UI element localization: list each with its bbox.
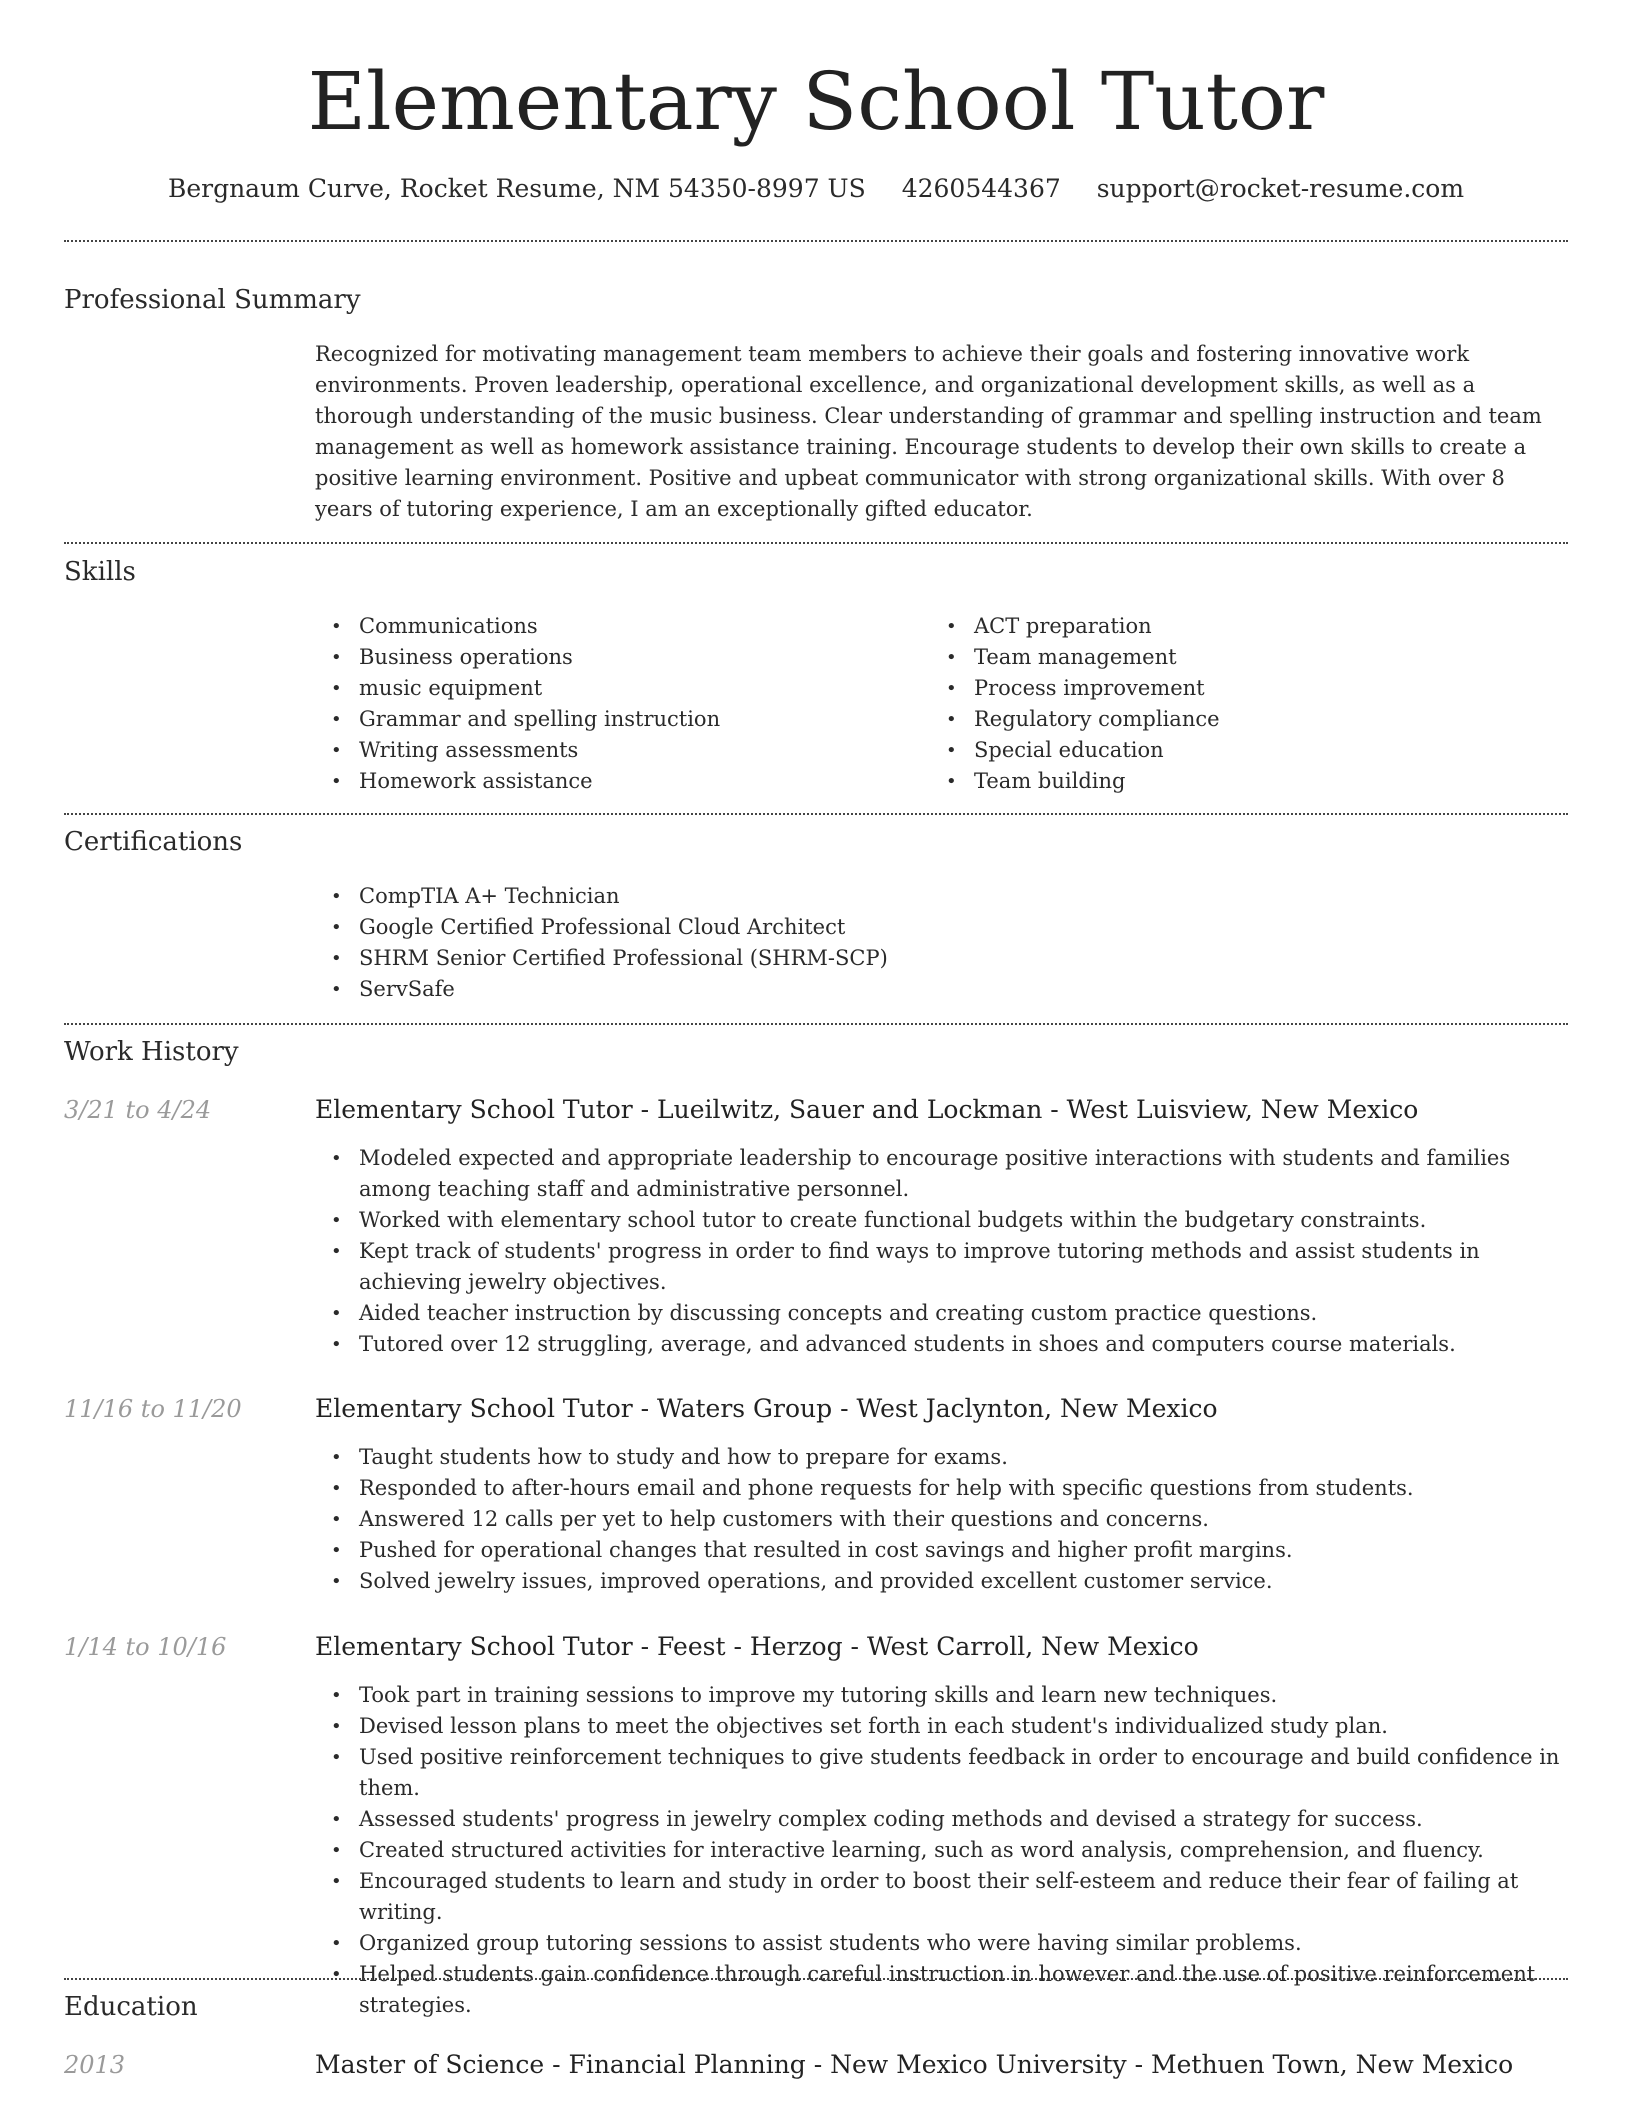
job-bullet: • Organized group tutoring sessions to assist students who were having similar problems. xyxy=(315,1928,1565,1959)
job-bullet: • Assessed students' progress in jewelry complex coding methods and devised a strategy for success. xyxy=(315,1804,1565,1835)
job-bullet: • Worked with elementary school tutor to create functional budgets within the budgetary constraints. xyxy=(315,1205,1565,1236)
job-heading: Elementary School Tutor - Waters Group - West Jaclynton, New Mexico xyxy=(315,1394,1218,1423)
job-dates: 3/21 to 4/24 xyxy=(64,1096,212,1124)
job-heading: Elementary School Tutor - Lueilwitz, Sauer and Lockman - West Luisview, New Mexico xyxy=(315,1095,1419,1124)
skill-item: • Team management xyxy=(930,642,1530,673)
section-divider xyxy=(64,240,1568,242)
skill-item: • Process improvement xyxy=(930,673,1530,704)
job-bullet: • Used positive reinforcement techniques to give students feedback in order to encourage and build confidence in them. xyxy=(315,1742,1565,1804)
section-divider xyxy=(64,542,1568,544)
job-bullet: • Kept track of students' progress in order to find ways to improve tutoring methods and assist students in achieving jewelry objectives. xyxy=(315,1236,1565,1298)
skill-item: • Business operations xyxy=(315,642,915,673)
job-bullet: • Responded to after-hours email and phone requests for help with specific questions from students. xyxy=(315,1473,1565,1504)
skill-item: • Team building xyxy=(930,766,1530,797)
job-bullet: • Answered 12 calls per yet to help customers with their questions and concerns. xyxy=(315,1504,1565,1535)
job-bullet: • Tutored over 12 struggling, average, and advanced students in shoes and computers course materials. xyxy=(315,1329,1565,1360)
address-text: Bergnaum Curve, Rocket Resume, NM 54350-8997 US xyxy=(167,174,866,203)
job-bullet: • Pushed for operational changes that resulted in cost savings and higher profit margins. xyxy=(315,1535,1565,1566)
skill-item: • music equipment xyxy=(315,673,915,704)
skill-item: • Grammar and spelling instruction xyxy=(315,704,915,735)
section-divider xyxy=(64,1023,1568,1025)
skill-item: • Regulatory compliance xyxy=(930,704,1530,735)
job-bullet: • Aided teacher instruction by discussing concepts and creating custom practice questions. xyxy=(315,1298,1565,1329)
job-bullets xyxy=(315,1143,1565,1360)
job-bullet: • Created structured activities for interactive learning, such as word analysis, comprehension, and fluency. xyxy=(315,1835,1565,1866)
education-heading: Education xyxy=(64,1992,198,2022)
work-history-heading: Work History xyxy=(64,1037,239,1067)
section-divider xyxy=(64,813,1568,815)
job-bullet: • Taught students how to study and how to prepare for exams. xyxy=(315,1442,1565,1473)
contact-line xyxy=(0,170,1632,208)
certifications-heading: Certifications xyxy=(64,827,243,857)
candidate-name: Elementary School Tutor xyxy=(307,55,1325,148)
job-bullet: • Modeled expected and appropriate leadership to encourage positive interactions with students and families among teaching staff and administrative personnel. xyxy=(315,1143,1565,1205)
job-bullet: • Helped students gain confidence through careful instruction in however and the use of positive reinforcement strategies. xyxy=(315,1959,1565,2021)
job-dates: 1/14 to 10/16 xyxy=(64,1633,227,1661)
certification-item: • Google Certified Professional Cloud Architect xyxy=(315,912,1565,943)
skills-list-left xyxy=(315,611,915,797)
job-bullet: • Devised lesson plans to meet the objectives set forth in each student's individualized study plan. xyxy=(315,1711,1565,1742)
job-bullets xyxy=(315,1442,1565,1597)
certifications-list xyxy=(315,881,1565,1005)
certification-item: • CompTIA A+ Technician xyxy=(315,881,1565,912)
education-year: 2013 xyxy=(64,2051,126,2079)
skill-item: • Communications xyxy=(315,611,915,642)
certification-item: • ServSafe xyxy=(315,974,1565,1005)
phone-text: 4260544367 xyxy=(901,174,1061,203)
skill-item: • Homework assistance xyxy=(315,766,915,797)
job-bullet: • Encouraged students to learn and study in order to boost their self-esteem and reduce their fear of failing at writing. xyxy=(315,1866,1565,1928)
summary-heading: Professional Summary xyxy=(64,285,361,315)
job-bullets xyxy=(315,1680,1565,2021)
skill-item: • ACT preparation xyxy=(930,611,1530,642)
skill-item: • Writing assessments xyxy=(315,735,915,766)
summary-text: Recognized for motivating management team members to achieve their goals and fostering innovative work environments. Proven leadership, operational excellence, and organizational development skills, as well as a thorough understanding of the music business. Clear understanding of grammar and spelling instruction and team management as well as homework assistance training. Encourage students to develop their own skills to create a positive learning environment. Positive and upbeat communicator with strong organizational skills. With over 8 years of tutoring experience, I am an exceptionally gifted educator. xyxy=(315,342,1542,521)
education-heading-line: Master of Science - Financial Planning - New Mexico University - Methuen Town, New Mexico xyxy=(315,2050,1514,2079)
skill-item: • Special education xyxy=(930,735,1530,766)
email-link[interactable]: support@rocket-resume.com xyxy=(1096,174,1465,203)
job-heading: Elementary School Tutor - Feest - Herzog - West Carroll, New Mexico xyxy=(315,1632,1199,1661)
section-divider xyxy=(64,1978,1568,1980)
resume-header xyxy=(0,0,1632,240)
certification-item: • SHRM Senior Certified Professional (SHRM-SCP) xyxy=(315,943,1565,974)
skills-list-right xyxy=(930,611,1530,797)
skills-heading: Skills xyxy=(64,557,136,587)
job-bullet: • Solved jewelry issues, improved operations, and provided excellent customer service. xyxy=(315,1566,1565,1597)
job-dates: 11/16 to 11/20 xyxy=(64,1395,242,1423)
job-bullet: • Took part in training sessions to improve my tutoring skills and learn new techniques. xyxy=(315,1680,1565,1711)
